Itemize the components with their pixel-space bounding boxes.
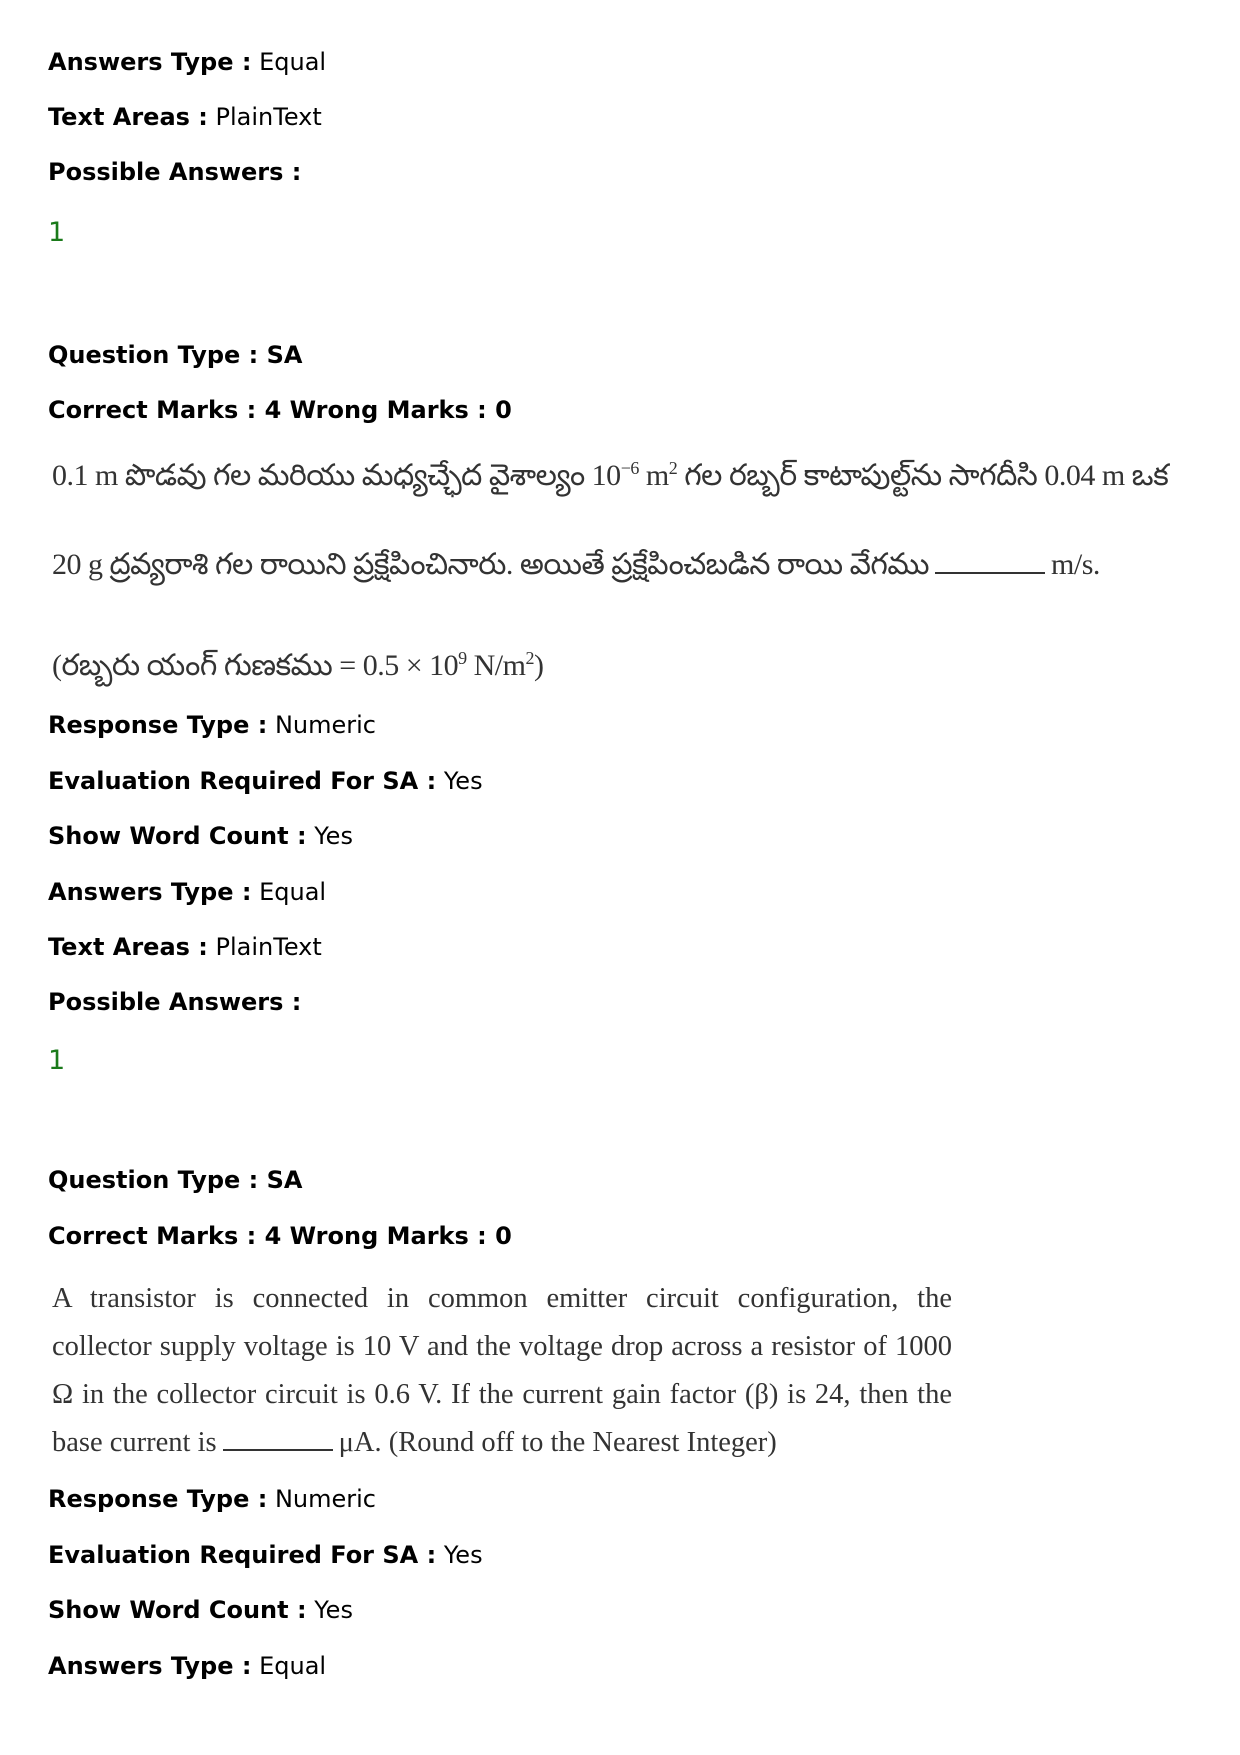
answers-type-row: Answers Type : Equal (48, 1652, 327, 1680)
answers-type-value: Equal (259, 48, 327, 76)
question-text-line-3: (రబ్బరు యంగ్ గుణకము = $0.5 \times 10^9$ $N/m^2$) (52, 648, 544, 682)
question-text-line-2: 20 g ద్రవ్యరాశి గల రాయిని ప్రక్షేపించినారు. అయితే ప్రక్షేపించబడిన రాయి వేగము m/s. (52, 548, 1100, 581)
question-text: A transistor is connected in common emitter circuit configuration, the collector supply voltage is 10 V and the voltage drop across a resistor of 1000 Ω in the collector circuit is 0.6 V. If the current gain factor (β) is 24, then the base current is μA. (Round off to the Nearest Integer) (52, 1283, 952, 1458)
marks-line: Correct Marks : 4 Wrong Marks : 0 (48, 1222, 512, 1250)
answers-type-label: Answers Type : (48, 48, 252, 76)
answer-blank (935, 552, 1045, 574)
answers-type-row: Answers Type : Equal (48, 878, 327, 906)
text-areas-row: Text Areas : PlainText (48, 933, 322, 961)
possible-answer-value: 1 (48, 217, 66, 248)
marks-line: Correct Marks : 4 Wrong Marks : 0 (48, 396, 512, 424)
evaluation-row: Evaluation Required For SA : Yes (48, 1541, 483, 1569)
answers-type-row (48, 47, 326, 77)
response-type-row: Response Type : Numeric (48, 711, 376, 739)
text-areas-label: Text Areas : (48, 103, 208, 131)
response-type-row: Response Type : Numeric (48, 1485, 376, 1513)
text-areas-row (48, 102, 322, 132)
possible-answers-row (48, 157, 301, 187)
possible-answers-label: Possible Answers : (48, 158, 302, 186)
possible-answers-row: Possible Answers : (48, 988, 302, 1016)
question-type: Question Type : SA (48, 341, 303, 369)
answer-blank (223, 1429, 333, 1451)
question-type: Question Type : SA (48, 1166, 303, 1194)
text-areas-value: PlainText (215, 103, 322, 131)
word-count-row: Show Word Count : Yes (48, 822, 353, 850)
possible-answer-value: 1 (48, 1045, 66, 1076)
evaluation-row: Evaluation Required For SA : Yes (48, 767, 483, 795)
question-text-line-1: 0.1 m పొడవు గల మరియు మధ్యచ్ఛేద వైశాల్యం $10^{-6}$ $m^2$ గల రబ్బర్ కాటాపుల్ట్‌ను సాగదీసి 0.04 m ఒక (52, 458, 1169, 492)
word-count-row: Show Word Count : Yes (48, 1596, 353, 1624)
